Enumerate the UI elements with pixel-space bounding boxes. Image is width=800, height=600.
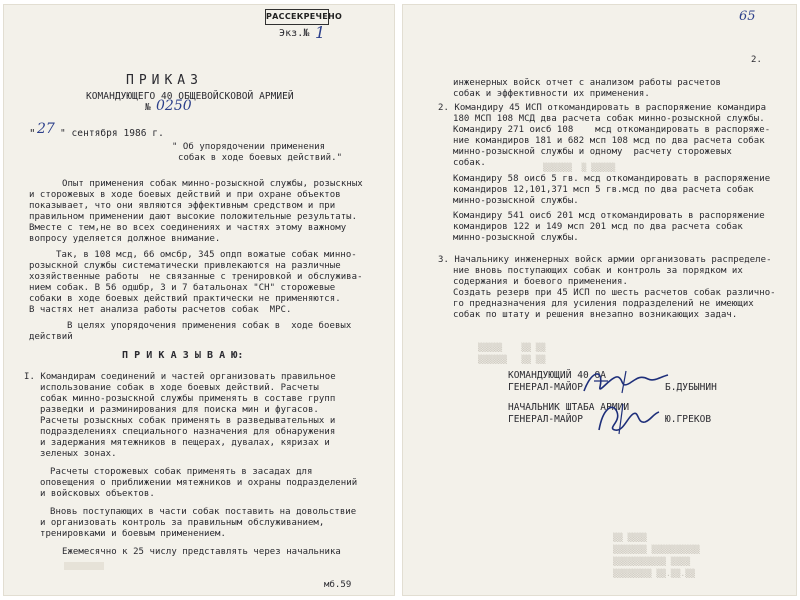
faint-bleed-through: ▒▒▒▒▒▒▒▒▒▒▒ ▒▒▒▒ xyxy=(613,557,691,566)
item-1-line: и задержания мятежников в пещерах, дувалах, кяризах и xyxy=(40,438,330,448)
item-1-line: использование собак в ходе боевых действий. Расчеты xyxy=(40,383,319,393)
chief-rank: ГЕНЕРАЛ-МАЙОР xyxy=(508,414,584,425)
continuation-line: собак и эффективности их применения. xyxy=(453,89,650,99)
faint-bleed-through: ▒▒ ▒▒▒▒ xyxy=(613,533,647,542)
chief-title: НАЧАЛЬНИК ШТАБА АРМИИ xyxy=(508,402,630,413)
body-line: правильном применении дают высокие положительные результаты. xyxy=(29,212,358,222)
document-subtitle: КОМАНДУЮЩЕГО 40 ОБЩЕВОЙСКОВОЙ АРМИЕЙ xyxy=(86,91,294,102)
item-1-line: Вновь поступающих в части собак поставить на довольствие xyxy=(50,507,357,517)
body-line: показывает, что они являются эффективным средством и при xyxy=(29,201,336,211)
item-1-line: Ежемесячно к 25 числу представлять через начальника xyxy=(62,547,341,557)
item-3-line: собак по штату и решения внезапно возникающих задач. xyxy=(453,310,738,320)
item-1-line: подразделениях специального назначения для обнаружения xyxy=(40,427,336,437)
item-1-line: тренировками и боевым применением. xyxy=(40,529,226,539)
item-1-line: Расчеты розыскных собак применять в разведывательных и xyxy=(40,416,336,426)
commander-signature xyxy=(578,365,678,399)
commander-title: КОМАНДУЮЩИЙ 40 ОА xyxy=(508,370,607,381)
item-1-line: зеленых зонах. xyxy=(40,449,117,459)
faint-bleed-through: ▒▒▒▒▒▒▒▒ ▒▒.▒▒.▒▒ xyxy=(613,569,695,578)
item-1-line: собак минно-розыскной службы применять в составе групп xyxy=(40,394,336,404)
item-3-line: Создать резерв при 45 ИСП по шесть расчетов собак различно- xyxy=(453,288,776,298)
faint-bleed-through: ▒▒▒▒▒▒▒ ▒▒▒▒▒▒▒▒▒▒ xyxy=(613,545,700,554)
item-1-line: оповещения о приближении мятежников и охраны подразделений xyxy=(40,478,358,488)
item-1-line: Расчеты сторожевых собак применять в засадах для xyxy=(50,467,313,477)
body-line: Так, в 108 мсд, 66 омсбр, 345 опдп вожатые собак минно- xyxy=(56,250,357,260)
item-2-line: 180 МСП 108 МСД два расчета собак минно-розыскной службы. xyxy=(453,114,765,124)
subject-line-2: собак в ходе боевых действий." xyxy=(178,153,343,163)
chief-name: Ю.ГРЕКОВ xyxy=(665,414,712,425)
body-line: нием собак. В 56 одшбр, 3 и 7 батальонах "СН" сторожевые xyxy=(29,283,336,293)
item-2-line: ние командиров 181 и 682 мсп 108 мсд по два расчета собак xyxy=(453,136,765,146)
document-page-2 xyxy=(402,4,797,596)
item-2-line: 2. Командиру 45 ИСП откомандировать в распоряжение командира xyxy=(438,103,767,113)
declassified-stamp: РАССЕКРЕЧЕНО xyxy=(265,9,329,25)
page-number: 2. xyxy=(751,55,762,65)
item-2-line: Командиру 271 оисб 108 мсд откомандировать в распоряже- xyxy=(453,125,771,135)
commander-name: Б.ДУБЫНИН xyxy=(665,382,717,393)
page-footer-code: мб.59 xyxy=(324,580,352,590)
item-2-line: собак. xyxy=(453,158,486,168)
item-2-line: Командиру 58 оисб 5 гв. мсд откомандировать в распоряжение xyxy=(453,174,771,184)
date-open-quote: " xyxy=(29,127,36,140)
item-1-line: I. Командирам соединений и частей организовать правильное xyxy=(24,372,336,382)
command-word: П Р И К А З Ы В А Ю: xyxy=(122,350,244,361)
copy-number-handwritten: 1 xyxy=(315,23,326,42)
document-page-1 xyxy=(3,4,395,596)
item-2-line: минно-розыскной службы и одному расчету сторожевых xyxy=(453,147,732,157)
body-line: вопросу уделяется должное внимание. xyxy=(29,234,221,244)
order-number-handwritten: 0250 xyxy=(156,98,192,114)
date-rest: " сентября 1986 г. xyxy=(60,128,164,139)
item-1-line: разведки и разминирования для поиска мин и фугасов. xyxy=(40,405,319,415)
body-line: В целях упорядочения применения собак в ходе боевых xyxy=(67,321,352,331)
body-line: Опыт применения собак минно-розыскной службы, розыскных xyxy=(62,179,363,189)
item-3-line: 3. Начальнику инженерных войск армии организовать распределе- xyxy=(438,255,772,265)
body-line: действий xyxy=(29,332,73,342)
commander-rank: ГЕНЕРАЛ-МАЙОР xyxy=(508,382,584,393)
body-line: Вместе с тем,не во всех соединениях и частях этому важному xyxy=(29,223,347,233)
order-number-prefix: № xyxy=(145,102,151,113)
item-2-line: командиров 122 и 149 мсп 201 мсд по два расчета собак xyxy=(453,222,743,232)
item-2-line: командиров 12,101,371 мсп 5 гв.мсд по два расчета собак xyxy=(453,185,754,195)
item-2-line: минно-розыскной службы. xyxy=(453,233,579,243)
body-line: и сторожевых в ходе боевых действий и при охране объектов xyxy=(29,190,341,200)
document-title: ПРИКАЗ xyxy=(126,73,203,88)
item-1-line: и организовать контроль за правильным обслуживанием, xyxy=(40,518,325,528)
ink-smudge xyxy=(64,562,104,570)
faint-bleed-through: ▒▒▒▒▒▒ ▒▒ ▒▒ xyxy=(478,355,546,364)
item-2-line: Командиру 541 оисб 201 мсд откомандировать в распоряжение xyxy=(453,211,765,221)
item-2-line: минно-розыскной службы. xyxy=(453,196,579,206)
date-day-handwritten: 27 xyxy=(37,121,55,137)
body-line: В частях нет анализа работы расчетов собак МРС. xyxy=(29,305,292,315)
copy-number-label: Экз.№ xyxy=(279,28,310,39)
item-3-line: содержания и боевого применения. xyxy=(453,277,628,287)
body-line: розыскной службы систематически привлекаются на различные xyxy=(29,261,341,271)
chief-signature xyxy=(593,400,663,436)
continuation-line: инженерных войск отчет с анализом работы расчетов xyxy=(453,78,721,88)
body-line: хозяйственные работы не связанные с тренировкой и обслужива- xyxy=(29,272,363,282)
item-3-line: ние вновь поступающих собак и контроль за порядком их xyxy=(453,266,743,276)
item-3-line: го предназначения для усиления подразделений не имеющих xyxy=(453,299,754,309)
item-1-line: и войсковых объектов. xyxy=(40,489,155,499)
faint-bleed-through: ▒▒▒▒▒ ▒▒ ▒▒ xyxy=(478,343,546,352)
body-line: собаки в ходе боевых действий практически не применяются. xyxy=(29,294,341,304)
corner-mark-handwritten: 65 xyxy=(739,9,756,24)
subject-line-1: " Об упорядочении применения xyxy=(172,142,326,152)
faint-bleed-through: ▒▒▒▒▒▒ ▒ ▒▒▒▒▒ xyxy=(543,163,616,172)
